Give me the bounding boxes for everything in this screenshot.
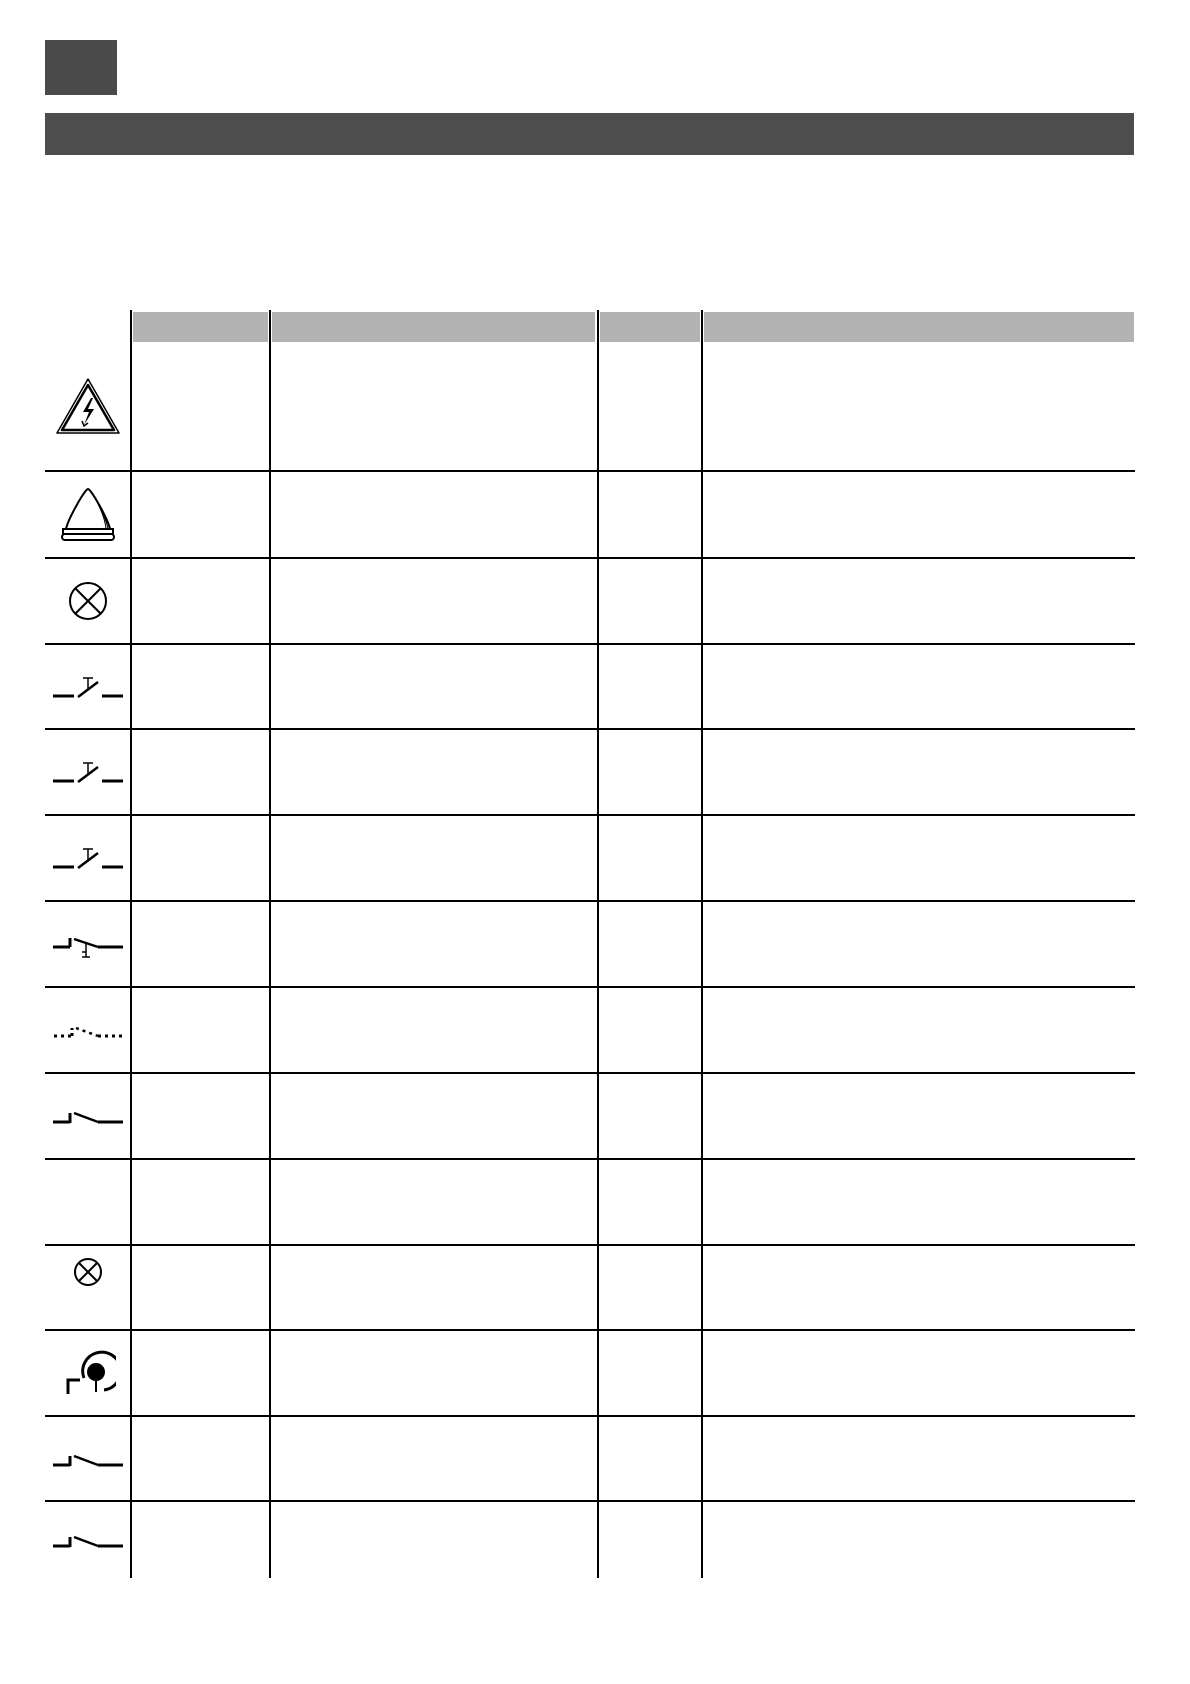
table-row — [45, 1160, 1135, 1244]
wireless-contact-icon — [52, 1018, 124, 1042]
indicator-lamp-icon — [72, 1256, 104, 1288]
normally-open-contact-icon — [52, 1104, 124, 1128]
header-col-3 — [600, 312, 700, 342]
table-row — [45, 1502, 1135, 1578]
row-symbol — [45, 816, 131, 900]
row-symbol — [45, 902, 131, 986]
row-symbol — [45, 1331, 131, 1415]
page-tab-marker — [45, 40, 117, 95]
row-symbol — [45, 1417, 131, 1500]
header-col-4 — [704, 312, 1134, 342]
normally-open-contact-icon — [52, 1447, 124, 1471]
table-row — [45, 902, 1135, 986]
table-row — [45, 1246, 1135, 1329]
row-symbol — [45, 1502, 131, 1578]
row-symbol — [45, 1246, 131, 1329]
normally-open-contact-icon — [52, 1528, 124, 1552]
row-symbol — [45, 559, 131, 643]
table-row — [45, 730, 1135, 814]
key-operated-switch-icon — [52, 927, 124, 961]
row-symbol — [45, 988, 131, 1072]
row-symbol — [45, 1074, 131, 1158]
table-row — [45, 472, 1135, 557]
table-row — [45, 1074, 1135, 1158]
section-header-bar — [45, 113, 1134, 155]
row-symbol — [45, 472, 131, 557]
warning-beacon-icon — [58, 485, 118, 545]
header-col-2 — [272, 312, 595, 342]
table-row — [45, 344, 1135, 470]
row-symbol — [45, 730, 131, 814]
row-symbol — [45, 645, 131, 728]
row-symbol — [45, 344, 131, 470]
indicator-lamp-icon — [66, 579, 110, 623]
pushbutton-switch-icon — [52, 672, 124, 702]
row-symbol — [45, 1160, 131, 1244]
photocell-sensor-icon — [60, 1348, 116, 1398]
pushbutton-switch-icon — [52, 843, 124, 873]
table-row — [45, 816, 1135, 900]
header-col-1 — [133, 312, 268, 342]
symbols-table — [45, 310, 1135, 1580]
table-row — [45, 1331, 1135, 1415]
table-row — [45, 559, 1135, 643]
table-row — [45, 645, 1135, 728]
high-voltage-warning-icon — [55, 377, 121, 437]
pushbutton-switch-icon — [52, 757, 124, 787]
table-row — [45, 1417, 1135, 1500]
table-row — [45, 988, 1135, 1072]
